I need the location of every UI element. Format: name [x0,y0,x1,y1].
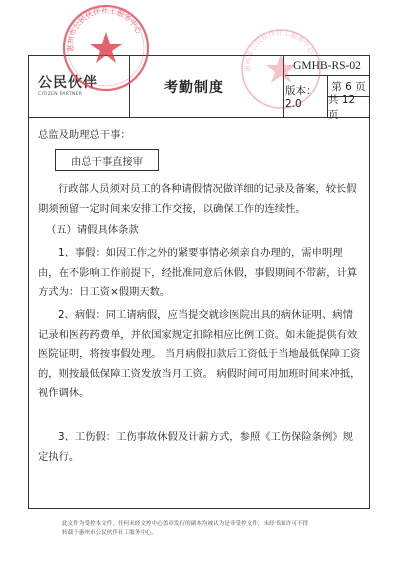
logo-subtext: CITIZEN PARTNER [38,92,83,97]
footer-line-2: 转载于惠州市公民伙伴社工服务中心。 [62,530,158,536]
approver-box: 由总干事直接审 [55,149,159,171]
item-sick-leave-text: 2、病假：同工请病假，应当提交就诊医院出具的病休证明、病情记录和医药药费单，并依国家规定扣除相应比例工资。如未能提供有效医院证明，将按事假处理。 当月病假扣款后工资低于当地最低保障工资的，则按最低保障工资发放当月工资。 病假时间可用加班时间来冲抵，视作调休。 [38,309,361,399]
page-total: 共 12 页 [328,94,356,121]
document-header [28,55,370,121]
item-personal-leave [38,244,362,303]
paragraph-admin-text: 行政部人员须对员工的各种请假情况做详细的记录及备案，较长假期须预留一定时间来安排工作交接，以确保工作的连续性。 [38,183,357,215]
footer-line-1: 此文件为受控本文件，任何未经文控中心盖章发行的副本均被认为是非受控文件，未经书面许可不得 [62,521,309,527]
logo-cell [29,56,130,117]
item-injury-leave [38,428,362,467]
document-title: 考勤制度 [130,56,284,117]
item-injury-leave-text: 3、工伤假：工伤事故休假及计薪方式，参照《工伤保险条例》规定执行。 [38,431,353,463]
document-code: GMHB-RS-02 [285,56,369,76]
item-personal-leave-text: 1、事假：如因工作之外的紧要事情必须亲自办理的，需申明理由，在不影响工作前提下，经批准同意后休假，事假期间不带薪，计算方式为：日工资×假期天数。 [38,247,358,298]
page-number: 第 6 页 [328,76,369,97]
item-sick-leave [38,306,362,404]
svg-text:惠州市公民伙伴社工服务中心: 惠州市公民伙伴社工服务中心 [65,5,144,53]
paragraph-admin [38,180,362,219]
section-5-title: （五）请假具体条款 [46,224,139,236]
svg-text:惠州市公民伙伴社工服务中心: 惠州市公民伙伴社工服务中心 [243,29,316,73]
document-version: 版本：2.0 [285,76,328,117]
logo-text: 公民伙伴 [38,75,98,91]
approver-label: 总监及助理总干事： [38,129,131,141]
